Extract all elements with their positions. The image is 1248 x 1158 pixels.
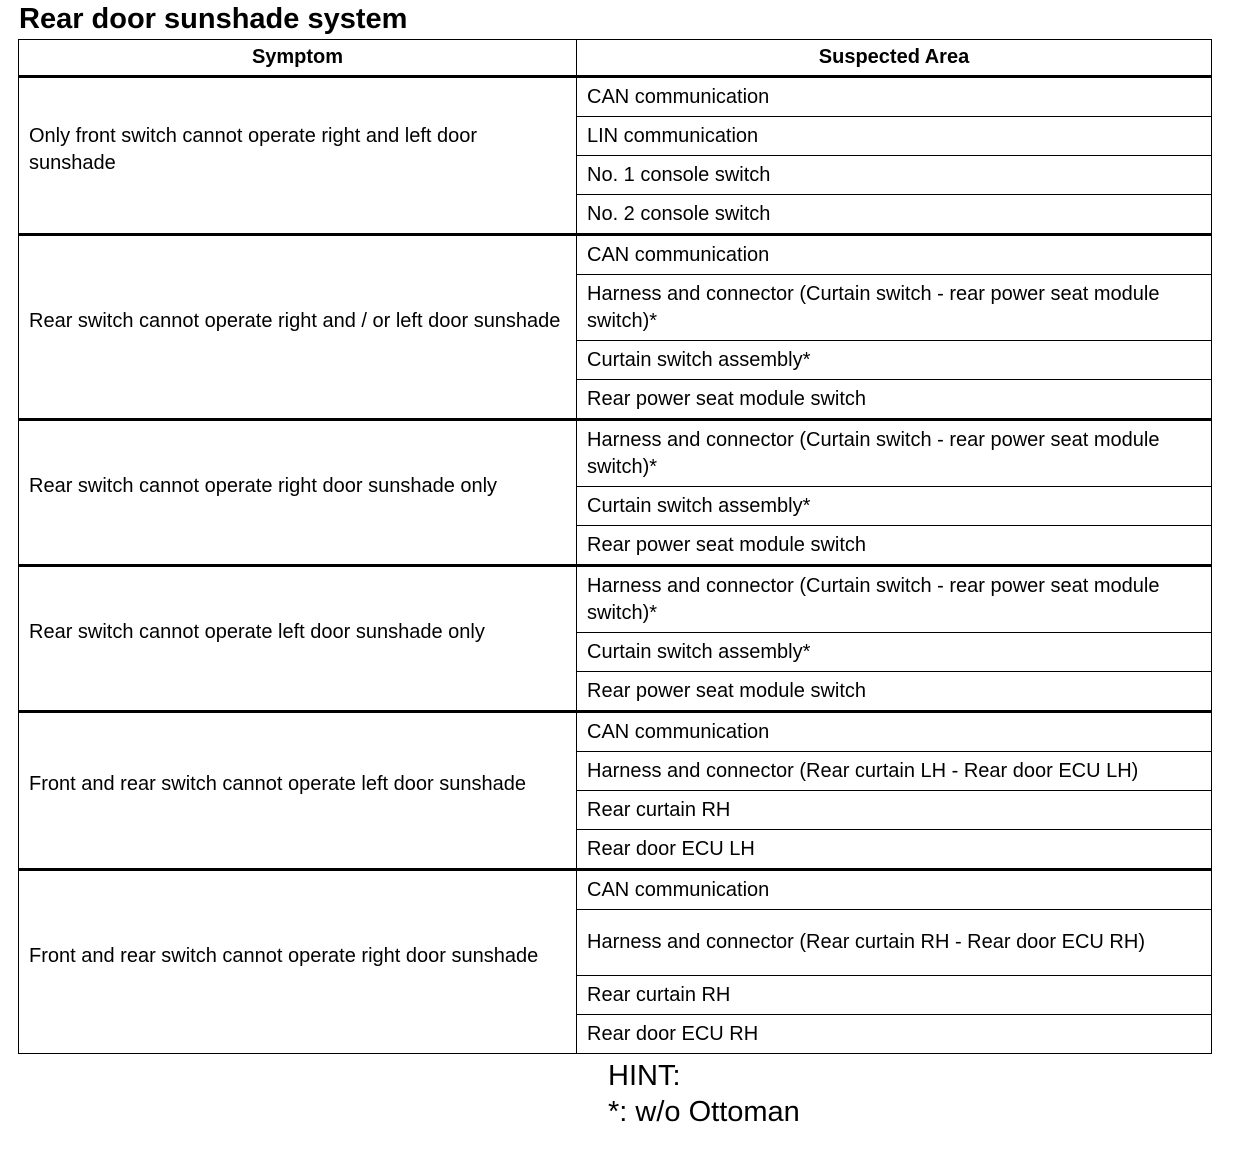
- suspected-area-cell: CAN communication: [577, 870, 1212, 910]
- symptom-cell: Rear switch cannot operate right door sunshade only: [19, 420, 577, 566]
- suspected-area-cell: No. 1 console switch: [577, 156, 1212, 195]
- suspected-area-cell: LIN communication: [577, 117, 1212, 156]
- suspected-area-cell: Rear door ECU LH: [577, 830, 1212, 870]
- suspected-area-cell: CAN communication: [577, 712, 1212, 752]
- table-row: [19, 566, 1212, 633]
- symptom-table: [18, 39, 1212, 1054]
- suspected-area-cell: Rear curtain RH: [577, 791, 1212, 830]
- hint-label: HINT:: [608, 1060, 681, 1092]
- table-row: [19, 712, 1212, 752]
- hint-note: [608, 1058, 800, 1130]
- suspected-area-cell: Curtain switch assembly*: [577, 633, 1212, 672]
- suspected-area-cell: Rear curtain RH: [577, 976, 1212, 1015]
- symptom-cell: Rear switch cannot operate left door sunshade only: [19, 566, 577, 712]
- symptom-cell: Rear switch cannot operate right and / or left door sunshade: [19, 235, 577, 420]
- suspected-area-cell: No. 2 console switch: [577, 195, 1212, 235]
- suspected-area-cell: CAN communication: [577, 235, 1212, 275]
- suspected-area-cell: Harness and connector (Curtain switch - rear power seat module switch)*: [577, 420, 1212, 487]
- symptom-cell: Front and rear switch cannot operate left door sunshade: [19, 712, 577, 870]
- suspected-area-cell: Rear power seat module switch: [577, 526, 1212, 566]
- suspected-area-cell: Rear power seat module switch: [577, 380, 1212, 420]
- suspected-area-cell: Harness and connector (Rear curtain RH - Rear door ECU RH): [577, 910, 1212, 976]
- suspected-area-cell: Harness and connector (Curtain switch - rear power seat module switch)*: [577, 566, 1212, 633]
- suspected-area-cell: Rear power seat module switch: [577, 672, 1212, 712]
- symptom-cell: Only front switch cannot operate right and left door sunshade: [19, 77, 577, 235]
- table-row: [19, 77, 1212, 117]
- symptom-cell: Front and rear switch cannot operate right door sunshade: [19, 870, 577, 1054]
- suspected-area-cell: Curtain switch assembly*: [577, 487, 1212, 526]
- suspected-area-cell: Rear door ECU RH: [577, 1015, 1212, 1054]
- suspected-area-cell: Harness and connector (Curtain switch - rear power seat module switch)*: [577, 275, 1212, 341]
- hint-footnote: *: w/o Ottoman: [608, 1096, 800, 1128]
- suspected-area-cell: CAN communication: [577, 77, 1212, 117]
- table-row: [19, 870, 1212, 910]
- page-title: Rear door sunshade system: [19, 3, 408, 35]
- suspected-area-cell: Harness and connector (Rear curtain LH - Rear door ECU LH): [577, 752, 1212, 791]
- table-header-row: [19, 40, 1212, 77]
- table-row: [19, 420, 1212, 487]
- suspected-area-cell: Curtain switch assembly*: [577, 341, 1212, 380]
- column-header-suspected-area: Suspected Area: [577, 40, 1212, 77]
- column-header-symptom: Symptom: [19, 40, 577, 77]
- table-row: [19, 235, 1212, 275]
